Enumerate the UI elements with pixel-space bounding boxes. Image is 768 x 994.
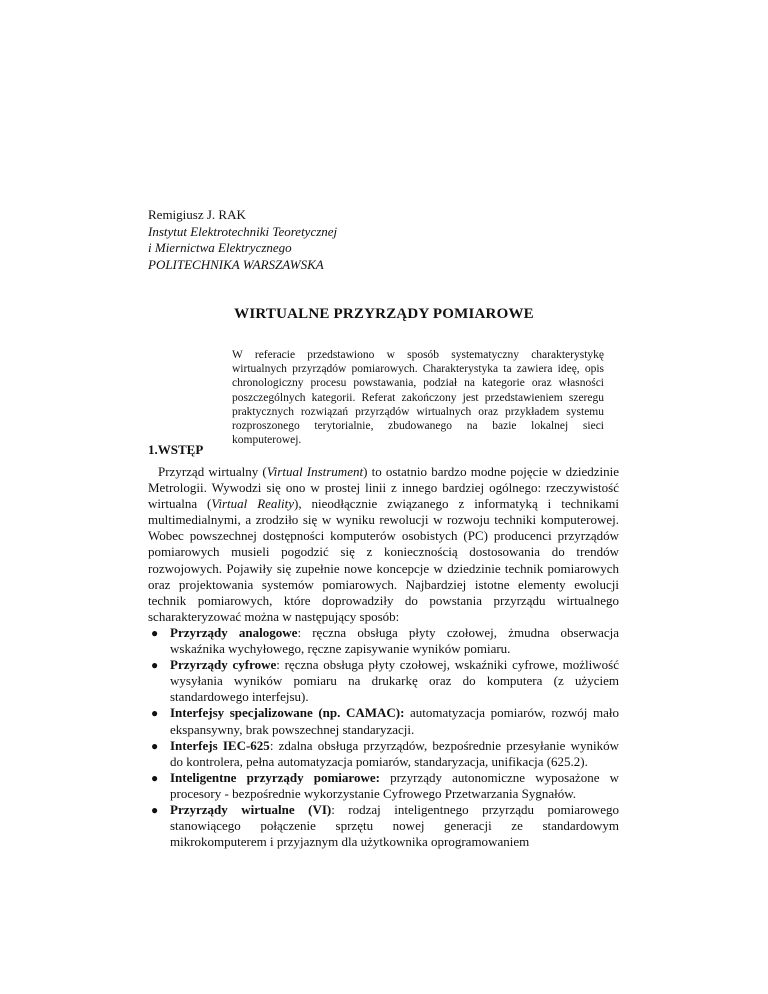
intro-text-3: ), nieodłącznie związanego z informatyką i technikami multimedialnymi, a zrodziło się w wyniku rewolucji w rozwoju techniki komputerowej. Wobec powszechnej dostępności komputerów osobistych (PC) producenci przyrządów pomiarowych musieli pogodzić się z koniecznością dostosowania do trendów rozwojowych. Pojawiły się zupełnie nowe koncepcje w dziedzinie technik pomiarowych oraz projektowania systemów pomiarowych. Najbardziej istotne elementy ewolucji technik pomiarowych, które doprowadziły do powstania przyrządu wirtualnego scharakteryzować można w następujący sposób: (148, 496, 619, 624)
section-body (148, 464, 619, 850)
intro-text-1: Przyrząd wirtualny ( (158, 464, 267, 479)
list-item-text: : ręczna obsługa płyty czołowej, żmudna obserwacja wskaźnika wychyłowego, ręczne zapisywanie wyników pomiaru. (170, 624, 619, 657)
intro-paragraph (148, 464, 619, 625)
bullet-icon: ● (151, 802, 159, 817)
section-heading: 1.WSTĘP (148, 442, 204, 457)
list-item-text: przyrządy autonomiczne wyposażone w procesory - bezpośrednie wykorzystanie Cyfrowego Przetwarzania Sygnałów. (170, 769, 619, 801)
list-item-term: Interfejsy specjalizowane (np. CAMAC): (170, 705, 405, 721)
university-name: POLITECHNIKA WARSZAWSKA (148, 256, 324, 272)
bullet-icon: ● (151, 738, 159, 753)
list-item-text: : ręczna obsługa płyty czołowej, wskaźniki cyfrowe, możliwość wysyłania wyników pomiaru na drukarkę oraz do komputera (z użyciem standardowego interfejsu). (170, 657, 619, 705)
evolution-list (148, 625, 619, 850)
list-item (148, 657, 619, 705)
intro-text-2: ) to ostatnio bardzo modne pojęcie w dziedzinie Metrologii. Wywodzi się ono w prostej linii z innego bardziej ogólnego: rzeczywistość wirtualna ( (148, 464, 619, 512)
intro-virtual-instrument: Virtual Instrument (266, 464, 364, 479)
author-block (148, 207, 337, 273)
author-name: Remigiusz J. RAK (148, 207, 246, 222)
list-item (148, 705, 619, 737)
list-item-text: automatyzacja pomiarów, rozwój mało ekspansywny, brak powszechnej standaryzacji. (170, 705, 619, 737)
bullet-icon: ● (151, 770, 159, 785)
list-item-term: Przyrządy analogowe (170, 624, 298, 640)
abstract: W referacie przedstawiono w sposób systematyczny charakterystykę wirtualnych przyrządów pomiarowych. Charakterystyka ta zawiera ideę, opis chronologiczny procesu powstawania, podział na kategorie oraz własności poszczególnych kategorii. Referat zakończony jest przedstawieniem szeregu praktycznych rozwiązań przyrządów wirtualnych oraz przykładem systemu rozproszonego terytorialnie, zbudowanego na bazie lokalnej sieci komputerowej. (232, 349, 604, 447)
paper-title: WIRTUALNE PRZYRZĄDY POMIAROWE (234, 306, 534, 322)
list-item-term: Przyrządy wirtualne (VI) (170, 801, 332, 817)
institute-line-1: Instytut Elektrotechniki Teoretycznej (148, 223, 338, 239)
list-item-text: : zdalna obsługa przyrządów, bezpośrednie przesyłanie wyników do kontrolera, pełna automatyzacja pomiarów, standaryzacja, unifikacja (625.2). (170, 737, 619, 769)
list-item (148, 625, 619, 657)
list-item (148, 770, 619, 802)
institute-line-2: i Miernictwa Elektrycznego (148, 240, 292, 255)
bullet-icon: ● (151, 625, 159, 640)
intro-virtual-reality: Virtual Reality (211, 496, 295, 512)
list-item (148, 738, 619, 770)
list-item-term: Interfejs IEC-625 (170, 737, 270, 753)
list-item (148, 802, 619, 850)
list-item-text: : rodzaj inteligentnego przyrządu pomiarowego stanowiącego połączenie sprzętu nowej generacji ze standardowym mikrokomputerem i przyjaznym dla użytkownika oprogramowaniem (170, 801, 619, 850)
bullet-icon: ● (151, 706, 159, 721)
bullet-icon: ● (151, 658, 159, 673)
list-item-term: Przyrządy cyfrowe (170, 657, 277, 673)
list-item-term: Inteligentne przyrządy pomiarowe: (170, 769, 380, 785)
